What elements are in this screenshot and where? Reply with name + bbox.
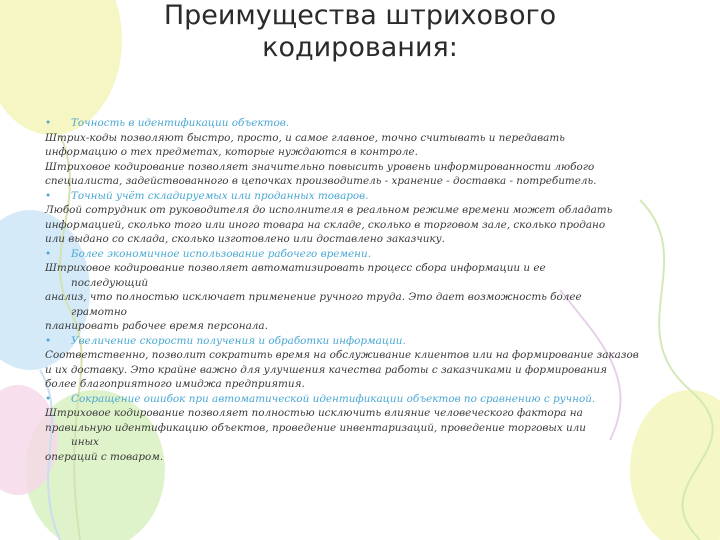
line-text: иных — [71, 436, 99, 448]
line-text: специалиста, задействованного в цепочках производитель - хранение - доставка - потребитель. — [45, 175, 597, 187]
body-text-line — [45, 406, 685, 421]
body-text-line — [45, 435, 685, 450]
line-text: более благоприятного имиджа предприятия. — [45, 378, 305, 390]
body-text-line — [45, 319, 685, 334]
line-text: грамотно — [71, 305, 127, 318]
line-text: информацией, сколько того или иного товара на складе, сколько в торговом зале, сколько продано — [45, 218, 606, 231]
body-text-line — [45, 174, 685, 189]
line-text: правильную идентификацию объектов, проведение инвентаризаций, проведение торговых или — [45, 421, 586, 434]
bullet-heading — [45, 247, 685, 262]
body-text-line — [45, 290, 685, 305]
body-text-line — [45, 450, 685, 465]
line-text: Точный учёт складируемых или проданных товаров. — [71, 189, 369, 202]
slide-title-line-2: кодирования: — [262, 32, 458, 63]
bullet-heading — [45, 392, 685, 407]
bullet-icon: • — [45, 117, 52, 129]
bullet-heading — [45, 334, 685, 349]
bullet-icon: • — [45, 392, 52, 405]
line-text: Штриховое кодирование позволяет полностью исключить влияние человеческого фактора на — [45, 407, 583, 419]
slide-body — [45, 116, 685, 464]
body-text-line — [45, 145, 685, 160]
slide-title-line-1: Преимущества штрихового — [163, 0, 557, 31]
bullet-icon: • — [45, 189, 52, 202]
line-text: Штриховое кодирование позволяет значительно повысить уровень информированности любого — [45, 160, 595, 173]
line-text: анализ, что полностью исключает применение ручного труда. Это дает возможность более — [45, 291, 582, 303]
body-text-line — [45, 218, 685, 233]
body-text-line — [45, 363, 685, 378]
slide-title — [110, 0, 610, 64]
line-text: Соответственно, позволит сократить время на обслуживание клиентов или на формирование заказов — [45, 349, 639, 361]
body-text-line — [45, 160, 685, 175]
line-text: последующий — [71, 276, 149, 289]
line-text: планировать рабочее время персонала. — [45, 320, 268, 332]
body-text-line — [45, 348, 685, 363]
line-text: Штриховое кодирование позволяет автоматизировать процесс сбора информации и ее — [45, 262, 546, 274]
line-text: Точность в идентификации объектов. — [71, 117, 290, 129]
line-text: Любой сотрудник от руководителя до исполнителя в реальном режиме времени может обладать — [45, 204, 613, 216]
line-text: Более экономичное использование рабочего времени. — [71, 247, 372, 260]
line-text: и их доставку. Это крайне важно для улучшения качества работы с заказчиками и формирования — [45, 363, 607, 376]
line-text: или выдано со склада, сколько изготовлено или доставлено заказчику. — [45, 233, 445, 245]
bullet-heading — [45, 116, 685, 131]
body-text-line — [45, 203, 685, 218]
body-text-line — [45, 377, 685, 392]
body-text-line — [45, 276, 685, 291]
bullet-heading — [45, 189, 685, 204]
body-text-line — [45, 131, 685, 146]
bullet-icon: • — [45, 334, 52, 347]
line-text: Увеличение скорости получения и обработки информации. — [71, 334, 406, 347]
line-text: информацию о тех предметах, которые нуждаются в контроле. — [45, 146, 418, 158]
line-text: Сокращение ошибок при автоматической идентификации объектов по сравнению с ручной. — [71, 392, 596, 405]
line-text: Штрих-коды позволяют быстро, просто, и самое главное, точно считывать и передавать — [45, 131, 565, 144]
body-text-line — [45, 261, 685, 276]
body-text-line — [45, 305, 685, 320]
body-text-line — [45, 421, 685, 436]
body-text-line — [45, 232, 685, 247]
bullet-icon: • — [45, 247, 52, 260]
line-text: операций с товаром. — [45, 450, 164, 463]
